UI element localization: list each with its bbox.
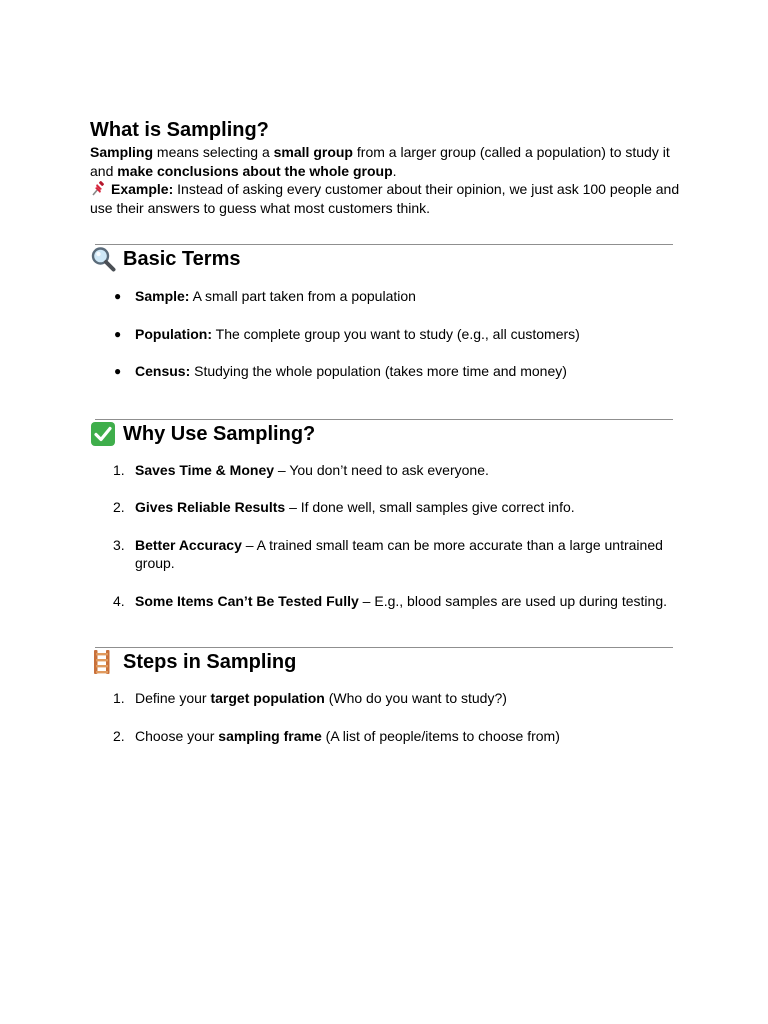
magnifying-glass-icon xyxy=(90,246,117,272)
term-label: Sample: xyxy=(135,288,190,304)
list-item xyxy=(90,325,680,344)
example-paragraph xyxy=(90,180,680,217)
item-desc: – You don’t need to ask everyone. xyxy=(274,461,489,478)
definition-term: Sampling xyxy=(90,144,154,160)
item-text: (A list of people/items to choose from) xyxy=(321,727,560,744)
ladder-icon xyxy=(90,649,117,675)
page-title: What is Sampling? xyxy=(90,119,269,141)
list-item xyxy=(90,727,680,746)
bullet-icon: ● xyxy=(114,364,122,378)
item-desc: – A trained small team can be more accurate than a large untrained group. xyxy=(135,536,663,571)
basic-terms-list xyxy=(90,287,680,381)
item-text: Choose your xyxy=(135,727,219,744)
section-title: Basic Terms xyxy=(123,248,241,270)
term-label: Population: xyxy=(135,325,212,342)
item-number: 3. xyxy=(113,536,125,553)
item-desc: – E.g., blood samples are used up during testing. xyxy=(358,592,667,609)
section-heading-basic-terms xyxy=(90,245,680,273)
item-term: Some Items Can’t Be Tested Fully xyxy=(135,592,359,609)
list-item xyxy=(90,498,680,517)
section-title: Why Use Sampling? xyxy=(123,422,316,445)
bullet-icon: ● xyxy=(114,289,122,303)
section-heading-steps xyxy=(90,648,680,676)
item-term: Better Accuracy xyxy=(135,536,242,553)
definition-text: from a larger group (called a population) to study it and xyxy=(90,144,670,179)
list-item xyxy=(90,362,680,381)
item-term: Saves Time & Money xyxy=(135,461,275,478)
item-term: sampling frame xyxy=(218,727,322,744)
term-label: Census: xyxy=(135,363,191,379)
list-item xyxy=(90,689,680,708)
item-number: 2. xyxy=(113,727,125,744)
list-item xyxy=(90,287,680,306)
check-mark-icon xyxy=(90,421,117,447)
item-term: target population xyxy=(210,690,325,706)
definition-bold: small group xyxy=(273,144,353,160)
why-sampling-list xyxy=(90,461,680,611)
term-desc: A small part taken from a population xyxy=(189,288,416,304)
item-text: (Who do you want to study?) xyxy=(324,690,507,706)
term-desc: The complete group you want to study (e.g., all customers) xyxy=(212,325,580,342)
item-text: Define your xyxy=(135,690,211,706)
section-title: Steps in Sampling xyxy=(123,651,297,673)
definition-bold: make conclusions about the whole group xyxy=(117,162,393,179)
item-desc: – If done well, small samples give correct info. xyxy=(285,499,575,515)
example-label: Example: xyxy=(111,181,174,197)
term-desc: Studying the whole population (takes more time and money) xyxy=(190,363,567,379)
list-item xyxy=(90,461,680,480)
bullet-icon: ● xyxy=(114,326,122,341)
item-number: 4. xyxy=(113,592,125,609)
example-text: Instead of asking every customer about their opinion, we just ask 100 people and use their answers to guess what most customers think. xyxy=(90,181,680,216)
steps-list xyxy=(90,689,680,745)
definition-text: means selecting a xyxy=(153,144,274,160)
item-number: 1. xyxy=(113,690,125,706)
item-number: 1. xyxy=(113,461,125,478)
list-item xyxy=(90,592,680,611)
list-item xyxy=(90,536,680,573)
section-heading-why-sampling xyxy=(90,420,680,448)
definition-paragraph xyxy=(90,143,680,180)
definition-text: . xyxy=(392,162,397,179)
item-term: Gives Reliable Results xyxy=(135,499,286,515)
document-page xyxy=(90,117,680,745)
item-number: 2. xyxy=(113,499,125,515)
pushpin-icon xyxy=(90,181,107,196)
